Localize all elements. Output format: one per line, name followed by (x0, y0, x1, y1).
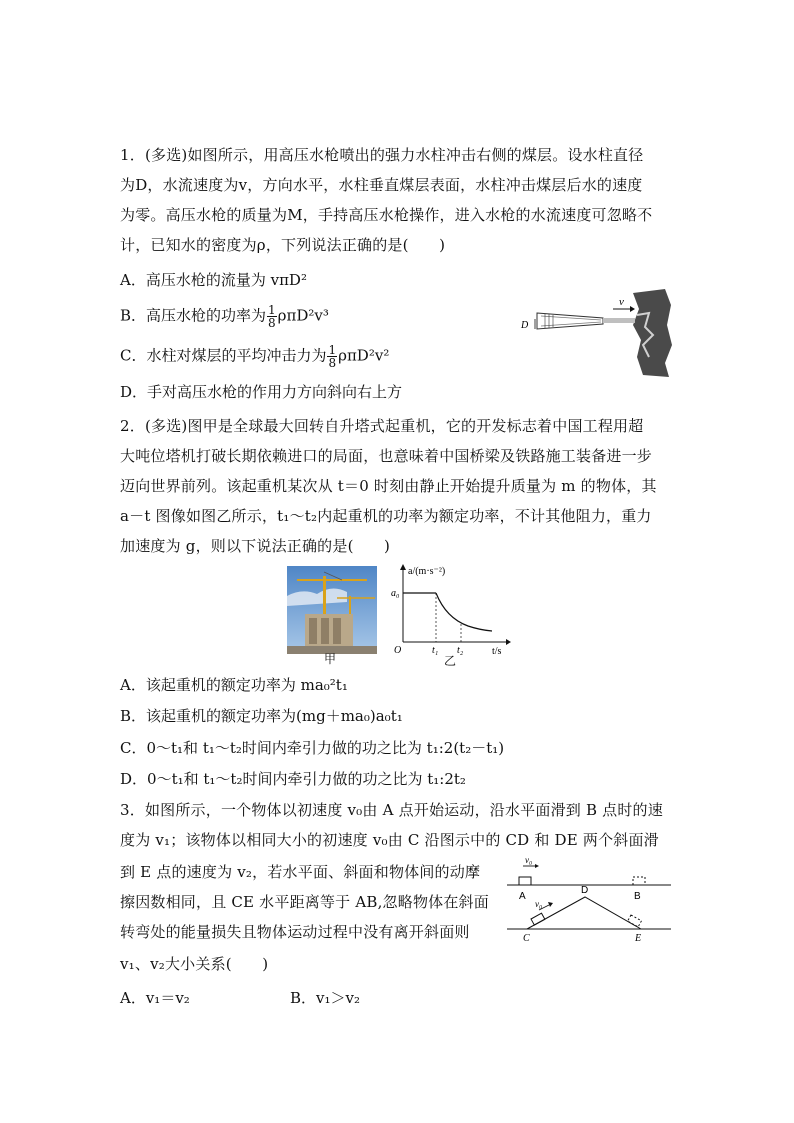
y-axis-label: a/(m·s⁻²) (408, 566, 446, 577)
tick-t1: t₁ (432, 645, 439, 656)
tick-t2: t₂ (457, 645, 464, 656)
q2-line-4: a－t 图像如图乙所示，t₁～t₂内起重机的功率为额定功率，不计其他阻力，重力 (120, 507, 652, 525)
q1-option-b-prefix: B．高压水枪的功率为 (120, 306, 267, 325)
q1-option-b-suffix: ρπD²v³ (277, 306, 329, 325)
block-A (519, 877, 531, 885)
q3-line-2: 度为 v₁；该物体以相同大小的初速度 v₀由 C 沿图示中的 CD 和 DE 两个斜面滑 (120, 831, 659, 849)
q2-option-b: B．该起重机的额定功率为(mg＋ma₀)a₀t₁ (120, 707, 403, 725)
q3-option-a: A．v₁＝v₂ (120, 989, 190, 1007)
q2-option-a: A．该起重机的额定功率为 ma₀²t₁ (120, 676, 348, 694)
q1-option-c-fraction (327, 344, 337, 369)
tick-a0: a₀ (391, 588, 400, 599)
q1-line-4: 计，已知水的密度为ρ，下列说法正确的是( ) (120, 236, 446, 254)
x-axis-label: t/s (492, 646, 502, 657)
coal-seam (633, 289, 672, 377)
q2-line-5: 加速度为 g，则以下说法正确的是( ) (120, 537, 391, 555)
q1-option-b (120, 304, 329, 329)
caption-jia: 甲 (324, 652, 337, 666)
q2-option-d: D．0～t₁和 t₁～t₂时间内牵引力做的功之比为 t₁:2t₂ (120, 770, 466, 788)
label-v0-top: v₀ (525, 855, 533, 865)
q3-slope-figure (505, 853, 675, 943)
q1-line-3: 为零。高压水枪的质量为M，手持高压水枪操作，进入水枪的水流速度可忽略不 (120, 206, 653, 224)
q1-option-c-suffix: ρπD²v² (338, 346, 390, 365)
label-v: v (619, 296, 624, 308)
label-A: A (519, 891, 526, 902)
label-D: D (581, 885, 589, 896)
label-D: D (521, 320, 529, 331)
crane-photo (287, 566, 377, 654)
q1-line-2: 为D，水流速度为v，方向水平，水柱垂直煤层表面，水柱冲击煤层后水的速度 (120, 176, 643, 194)
fraction-numerator: 1 (328, 343, 337, 357)
q1-option-d: D．手对高压水枪的作用力方向斜向右上方 (120, 383, 403, 401)
label-C: C (523, 933, 530, 943)
caption-yi: 乙 (444, 654, 457, 668)
a-t-chart (388, 562, 513, 657)
q3-line-6: v₁、v₂大小关系( ) (120, 955, 269, 973)
q2-option-c: C．0～t₁和 t₁～t₂时间内牵引力做的功之比为 t₁:2(t₂－t₁) (120, 739, 505, 757)
q3-line-1: 3．如图所示，一个物体以初速度 v₀由 A 点开始运动，沿水平面滑到 B 点时的速 (120, 801, 663, 819)
block-C (531, 913, 545, 925)
label-E: E (635, 933, 642, 943)
block-B (633, 877, 645, 885)
q1-water-gun-figure (515, 285, 675, 380)
label-B: B (634, 891, 641, 902)
water-jet (603, 318, 635, 323)
q1-option-a: A．高压水枪的流量为 vπD² (120, 271, 307, 289)
label-v0-bottom: v₀ (535, 899, 543, 909)
curve-decreasing (436, 593, 492, 631)
q3-line-5: 转弯处的能量损失且物体运动过程中没有离开斜面则 (120, 923, 470, 941)
q2-line-2: 大吨位塔机打破长期依赖进口的局面，也意味着中国桥梁及铁路施工装备进一步 (120, 447, 653, 465)
nozzle (537, 313, 603, 329)
q3-option-b: B．v₁＞v₂ (290, 989, 360, 1007)
q3-line-4: 擦因数相同，且 CE 水平距离等于 AB,忽略物体在斜面 (120, 893, 489, 911)
origin-label: O (394, 645, 402, 656)
fraction-denominator: 8 (328, 356, 337, 370)
q1-option-b-fraction (267, 304, 277, 329)
q1-option-c-prefix: C．水柱对煤层的平均冲击力为 (120, 346, 327, 365)
q1-line-1: 1．(多选)如图所示，用高压水枪喷出的强力水柱冲击右侧的煤层。设水柱直径 (120, 146, 644, 164)
q1-option-c (120, 344, 389, 369)
q2-line-1: 2．(多选)图甲是全球最大回转自升塔式起重机，它的开发标志着中国工程用超 (120, 417, 644, 435)
fraction-denominator: 8 (268, 316, 276, 330)
slopes-CD-DE (527, 897, 641, 929)
q3-line-3: 到 E 点的速度为 v₂，若水平面、斜面和物体间的动摩 (120, 863, 481, 881)
q2-line-3: 迈向世界前列。该起重机某次从 t＝0 时刻由静止开始提升质量为 m 的物体，其 (120, 477, 657, 495)
fraction-numerator: 1 (268, 303, 276, 317)
